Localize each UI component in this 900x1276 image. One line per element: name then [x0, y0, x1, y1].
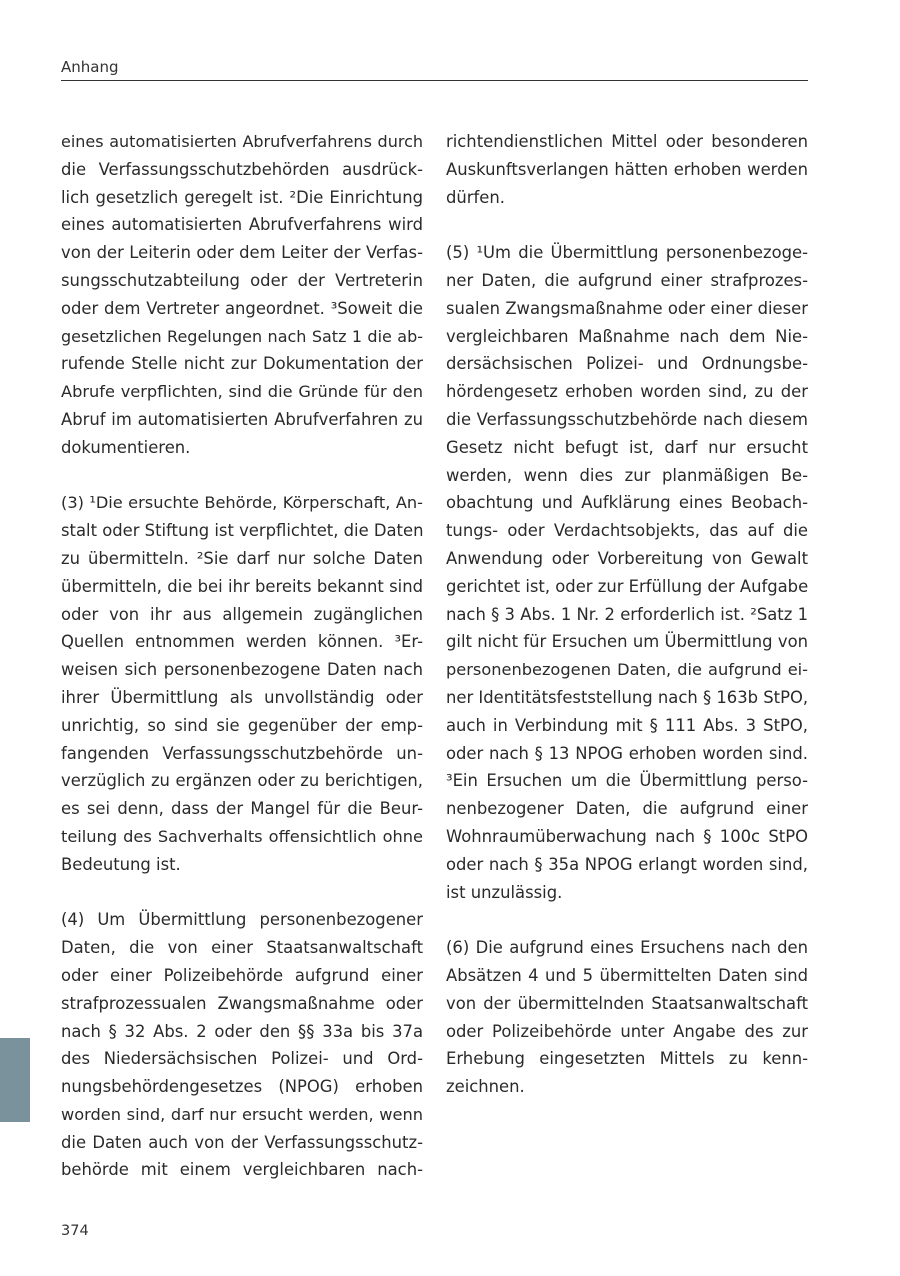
text-line: verzüglich zu ergänzen oder zu berichtigen,	[61, 771, 423, 791]
text-line: lich gesetzlich geregelt ist. ²Die Einrichtung	[61, 187, 423, 207]
text-line: nungsbehördengesetzes (NPOG) erhoben	[61, 1077, 423, 1097]
paragraph-gap	[446, 211, 808, 239]
text-line: gerichtet ist, oder zur Erfüllung der Aufgabe	[446, 576, 809, 596]
text-line: oder von ihr aus allgemein zugänglichen	[61, 604, 423, 624]
text-line: ihrer Übermittlung als unvollständig oder	[61, 687, 423, 707]
text-line: dürfen.	[446, 187, 505, 207]
text-line: oder Polizeibehörde unter Angabe des zur	[446, 1021, 808, 1041]
text-line: (4) Um Übermittlung personenbezogener	[61, 910, 423, 930]
text-line: ³Ein Ersuchen um die Übermittlung perso-	[446, 771, 808, 791]
text-line: Auskunftsverlangen hätten erhoben werden	[446, 159, 808, 179]
text-line: nenbezogener Daten, die aufgrund einer	[446, 799, 808, 819]
text-line: oder einer Polizeibehörde aufgrund einer	[61, 965, 423, 985]
left-text-column	[61, 128, 423, 1184]
text-line: dersächsischen Polizei- und Ordnungsbe-	[446, 354, 808, 374]
paragraph-gap	[61, 462, 423, 490]
text-line: die Daten auch von der Verfassungsschutz-	[61, 1132, 423, 1152]
text-line: nach § 32 Abs. 2 oder den §§ 33a bis 37a	[61, 1021, 423, 1041]
text-line: hördengesetz erhoben worden sind, zu der	[446, 382, 808, 402]
text-line: fangenden Verfassungsschutzbehörde un-	[61, 743, 423, 763]
text-line: gilt nicht für Ersuchen um Übermittlung von	[446, 632, 808, 652]
text-line: oder dem Vertreter angeordnet. ³Soweit die	[61, 298, 423, 318]
text-line: sungsschutzabteilung oder der Vertreterin	[61, 270, 423, 290]
text-line: Gesetz nicht befugt ist, darf nur ersucht	[446, 437, 808, 457]
text-line: strafprozessualen Zwangsmaßnahme oder	[61, 993, 423, 1013]
text-line: ner Daten, die aufgrund einer strafprozes-	[446, 270, 808, 290]
text-line: obachtung und Aufklärung eines Beobach-	[446, 493, 808, 513]
text-line: (6) Die aufgrund eines Ersuchens nach den	[446, 938, 808, 958]
text-line: von der Leiterin oder dem Leiter der Verfas-	[61, 243, 423, 263]
text-line: auch in Verbindung mit § 111 Abs. 3 StPO,	[446, 715, 808, 735]
text-line: die Verfassungsschutzbehörde nach diesem	[446, 409, 808, 429]
text-line: es sei denn, dass der Mangel für die Beur-	[61, 799, 423, 819]
text-line: zu übermitteln. ²Sie darf nur solche Daten	[61, 548, 423, 568]
text-line: übermitteln, die bei ihr bereits bekannt sind	[61, 576, 423, 596]
text-line: dokumentieren.	[61, 437, 191, 457]
text-line: personenbezogenen Daten, die aufgrund ei-	[446, 660, 808, 680]
text-line: Absätzen 4 und 5 übermittelten Daten sind	[446, 965, 808, 985]
text-line: (3) ¹Die ersuchte Behörde, Körperschaft, An-	[61, 493, 423, 513]
text-line: unrichtig, so sind sie gegenüber der emp-	[61, 715, 423, 735]
text-line: Abruf im automatisierten Abrufverfahren zu	[61, 409, 423, 429]
text-line: des Niedersächsischen Polizei- und Ord-	[61, 1049, 423, 1069]
text-line: von der übermittelnden Staatsanwaltschaft	[446, 993, 808, 1013]
text-line: vergleichbaren Maßnahme nach dem Nie-	[446, 326, 808, 346]
text-line: Abrufe verpflichten, sind die Gründe für den	[61, 382, 423, 402]
text-line: rufende Stelle nicht zur Dokumentation der	[61, 354, 423, 374]
page-number: 374	[61, 1223, 89, 1239]
text-line: Wohnraumüberwachung nach § 100c StPO	[446, 826, 808, 846]
text-line: ner Identitätsfeststellung nach § 163b StPO,	[446, 687, 809, 707]
text-line: worden sind, darf nur ersucht werden, wenn	[61, 1104, 423, 1124]
paragraph-gap	[446, 906, 808, 934]
text-line: oder nach § 13 NPOG erhoben worden sind.	[446, 743, 808, 763]
text-line: die Verfassungsschutzbehörden ausdrück-	[61, 159, 423, 179]
text-line: Bedeutung ist.	[61, 854, 181, 874]
text-line: richtendienstlichen Mittel oder besonderen	[446, 132, 808, 151]
text-line: teilung des Sachverhalts offensichtlich ohne	[61, 826, 423, 846]
text-line: weisen sich personenbezogene Daten nach	[61, 660, 423, 680]
right-text-column	[446, 128, 808, 1101]
text-line: werden, wenn dies zur planmäßigen Be-	[446, 465, 808, 485]
text-line: (5) ¹Um die Übermittlung personenbezoge-	[446, 243, 808, 263]
text-line: sualen Zwangsmaßnahme oder einer dieser	[446, 298, 808, 318]
running-header: Anhang	[61, 58, 119, 76]
text-line: Erhebung eingesetzten Mittels zu kenn-	[446, 1049, 808, 1069]
section-thumb-tab	[0, 1038, 30, 1122]
text-line: zeichnen.	[446, 1077, 525, 1097]
text-line: eines automatisierten Abrufverfahrens wird	[61, 215, 423, 235]
text-line: tungs- oder Verdachtsobjekts, das auf die	[446, 521, 808, 541]
paragraph-gap	[61, 879, 423, 907]
text-line: behörde mit einem vergleichbaren nach-	[61, 1160, 423, 1180]
header-rule	[61, 80, 808, 81]
text-line: gesetzlichen Regelungen nach Satz 1 die ab-	[61, 326, 423, 346]
text-line: ist unzulässig.	[446, 882, 563, 902]
text-line: Quellen entnommen werden können. ³Er-	[61, 632, 423, 652]
text-line: nach § 3 Abs. 1 Nr. 2 erforderlich ist. ²Satz 1	[446, 604, 808, 624]
text-line: eines automatisierten Abrufverfahrens durch	[61, 132, 423, 151]
text-line: oder nach § 35a NPOG erlangt worden sind,	[446, 854, 808, 874]
text-line: Anwendung oder Vorbereitung von Gewalt	[446, 548, 808, 568]
text-line: Daten, die von einer Staatsanwaltschaft	[61, 938, 423, 958]
text-line: stalt oder Stiftung ist verpflichtet, die Daten	[61, 521, 424, 541]
